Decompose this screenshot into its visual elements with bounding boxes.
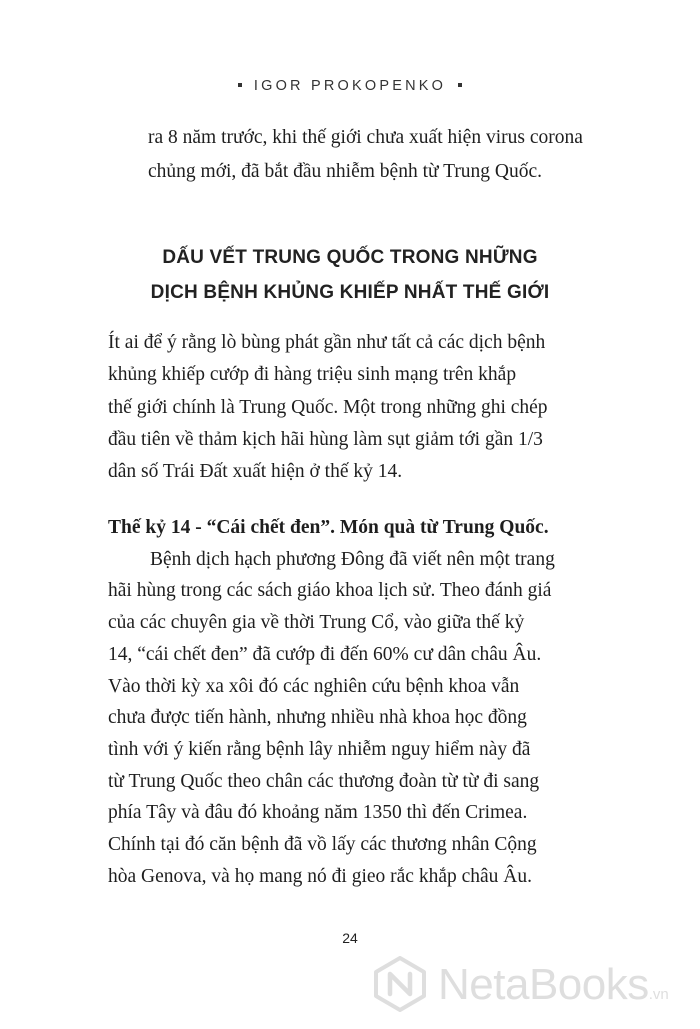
netabooks-logo-icon	[372, 956, 428, 1012]
paragraph-line: hòa Genova, và họ mang nó đi gieo rắc khắp châu Âu.	[108, 865, 532, 887]
page-number: 24	[342, 930, 358, 946]
paragraph-line: phía Tây và đâu đó khoảng năm 1350 thì đến Crimea.	[108, 802, 528, 824]
subheading: Thế kỷ 14 - “Cái chết đen”. Món quà từ Trung Quốc.	[108, 517, 549, 538]
section-heading	[60, 240, 640, 310]
paragraph-line: tình với ý kiến rằng bệnh lây nhiễm nguy hiểm này đã	[108, 738, 531, 760]
running-head	[0, 78, 700, 94]
paragraph-line: của các chuyên gia về thời Trung Cổ, vào giữa thế kỷ	[108, 612, 525, 634]
paragraph-1	[108, 327, 608, 488]
watermark	[372, 952, 692, 1018]
paragraph-line: từ Trung Quốc theo chân các thương đoàn từ từ đi sang	[108, 770, 540, 792]
paragraph-2	[108, 512, 608, 892]
paragraph-line: 14, “cái chết đen” đã cướp đi đến 60% cư dân châu Âu.	[108, 643, 542, 665]
paragraph-line: khủng khiếp cướp đi hàng triệu sinh mạng trên khắp	[108, 364, 517, 386]
paragraph-line: Ít ai để ý rằng lò bùng phát gần như tất cả các dịch bệnh	[108, 332, 546, 353]
section-heading-line: DẤU VẾT TRUNG QUỐC TRONG NHỮNG	[162, 247, 538, 268]
section-heading-line: DỊCH BỆNH KHỦNG KHIẾP NHẤT THẾ GIỚI	[150, 282, 550, 303]
paragraph-line: đầu tiên về thảm kịch hãi hùng làm sụt giảm tới gần 1/3	[108, 428, 543, 450]
intro-line: chủng mới, đã bắt đầu nhiễm bệnh từ Trung Quốc.	[148, 161, 543, 182]
watermark-tld: .vn	[648, 986, 669, 1003]
paragraph-line: thế giới chính là Trung Quốc. Một trong những ghi chép	[108, 396, 548, 418]
paragraph-line: hãi hùng trong các sách giáo khoa lịch sử. Theo đánh giá	[108, 580, 552, 602]
watermark-brand	[438, 960, 669, 1010]
paragraph-line: dân số Trái Đất xuất hiện ở thế kỷ 14.	[108, 461, 403, 483]
running-head-title: IGOR PROKOPENKO	[253, 78, 447, 94]
paragraph-line: Bệnh dịch hạch phương Đông đã viết nên một trang	[150, 548, 555, 570]
paragraph-line: Vào thời kỳ xa xôi đó các nghiên cứu bệnh khoa vẫn	[108, 675, 520, 697]
intro-line: ra 8 năm trước, khi thế giới chưa xuất hiện virus corona	[148, 127, 583, 148]
watermark-brand-name: NetaBooks	[438, 960, 649, 1009]
paragraph-line: chưa được tiến hành, nhưng nhiều nhà khoa học đồng	[108, 707, 527, 729]
paragraph-line: Chính tại đó căn bệnh đã vồ lấy các thương nhân Cộng	[108, 834, 537, 856]
bullet-icon	[458, 83, 462, 87]
bullet-icon	[238, 83, 242, 87]
intro-continuation	[148, 121, 608, 189]
